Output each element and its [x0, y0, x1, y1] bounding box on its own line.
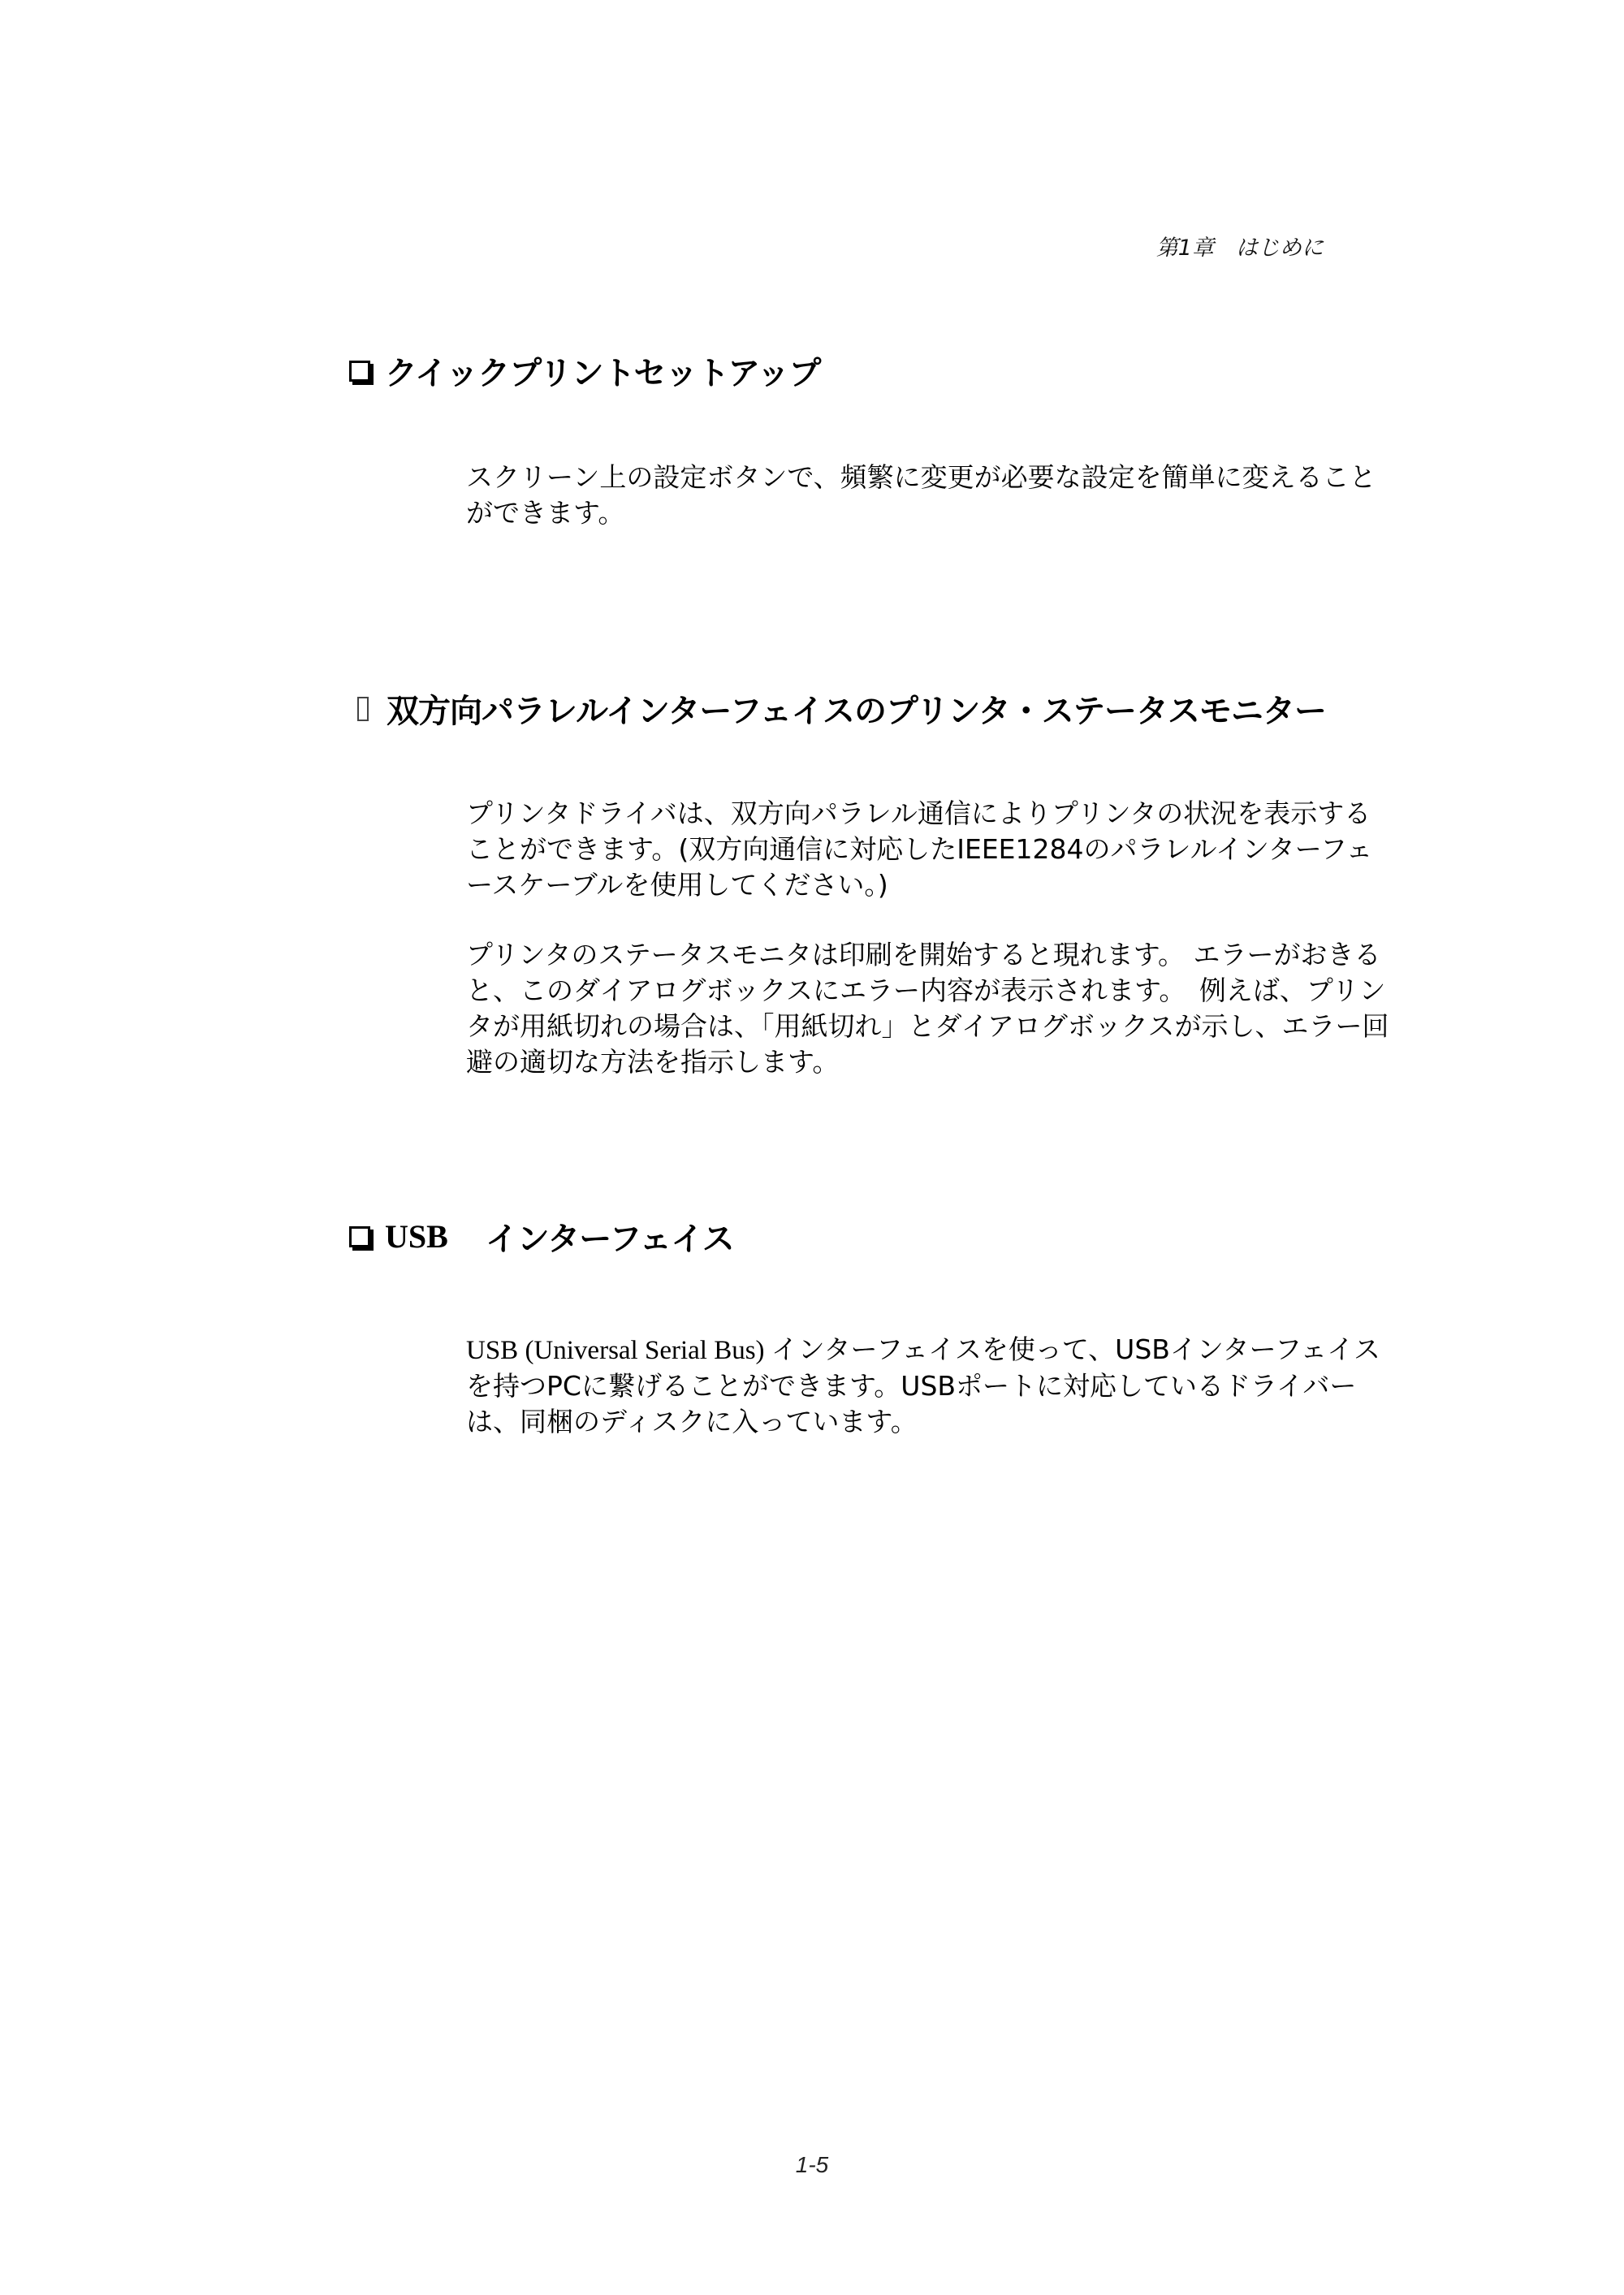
section-heading-prefix: USB: [385, 1218, 448, 1255]
checkbox-bullet-icon: [349, 361, 370, 382]
paragraph-lead: USB (Universal Serial Bus): [466, 1336, 771, 1365]
missing-glyph-bullet-icon: [357, 697, 369, 721]
section-heading-status-monitor: [349, 685, 1326, 732]
page-number: 1-5: [795, 2152, 829, 2177]
section-paragraph: [466, 1332, 1392, 1440]
section-paragraph: プリンタドライバは、双方向パラレル通信によりプリンタの状況を表示することができます。(双方向通信に対応したIEEE1284のパラレルインターフェースケーブルを使用してください。): [466, 797, 1373, 901]
running-header: 第1章 はじめに: [1155, 236, 1324, 261]
section-paragraph: プリンタのステータスモニタは印刷を開始すると現れます。 エラーがおきると、このダイアログボックスにエラー内容が表示されます。 例えば、プリンタが用紙切れの場合は、「用紙切れ」とダイアログボックスが示し、エラー回避の適切な方法を指示します。: [466, 939, 1389, 1078]
section-heading-quick-print-setup: [349, 348, 820, 394]
section-heading-text: クイックプリントセットアップ: [385, 355, 821, 392]
section-heading-text: 双方向パラレルインターフェイスのプリンタ・ステータスモニター: [387, 693, 1326, 730]
paragraph-body: インターフェイスを使って、USBインターフェイスを持つPCに繋げることができます。USBポートに対応しているドライバーは、同梱のディスクに入っています。: [466, 1333, 1380, 1437]
section-paragraph: スクリーン上の設定ボタンで、頻繁に変更が必要な設定を簡単に変えることができます。: [466, 461, 1376, 529]
checkbox-bullet-icon: [349, 1226, 370, 1247]
section-heading-text: インターフェイス: [485, 1221, 734, 1258]
section-heading-usb-interface: [349, 1213, 734, 1260]
